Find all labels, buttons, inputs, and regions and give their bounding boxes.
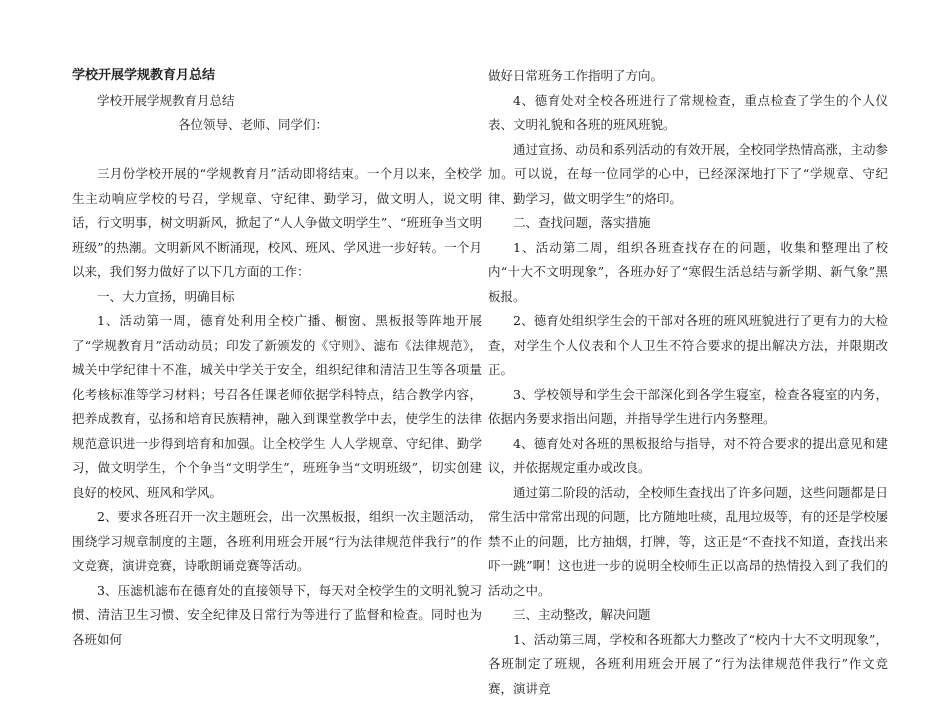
right-column: [488, 64, 888, 701]
document-title: 学校开展学规教育月总结: [72, 64, 482, 89]
paragraph: 三月份学校开展的“学规教育月”活动即将结束。一个月以来，全校学生主动响应学校的号召，学规章、守纪律、勤学习，做文明人，说文明话，行文明事，树文明新风，掀起了“人人争做文明学生”、“班班争当文明班级”的热潮。文明新风不断涌现，校风、班风、学风进一步好转。一个月以来，我们努力做好了以下几方面的工作：: [72, 162, 482, 285]
salutation: 各位领导、老师、同学们：: [72, 113, 482, 138]
paragraph: 3、学校领导和学生会干部深化到各学生寝室，检查各寝室的内务，依据内务要求指出问题，并指导学生进行内务整理。: [488, 383, 888, 432]
paragraph: 1、活动第二周，组织各班查找存在的问题，收集和整理出了校内“十大不文明现象”，各班办好了“寒假生活总结与新学期、新气象”黑板报。: [488, 236, 888, 310]
paragraph: 通过第二阶段的活动，全校师生查找出了许多问题，这些问题都是日常生活中常常出现的问题，比方随地吐痰，乱甩垃圾等，有的还是学校屡禁不止的问题，比方抽烟，打牌，等，这正是“不查找不知道，查找出来吓一跳”啊！这也进一步的说明全校师生正以高昂的热情投入到了我们的活动之中。: [488, 481, 888, 604]
section-heading: 二、查找问题，落实措施: [488, 211, 888, 236]
document-subtitle: 学校开展学规教育月总结: [72, 89, 482, 114]
paragraph: 2、要求各班召开一次主题班会，出一次黑板报，组织一次主题活动，围绕学习规章制度的主题，各班利用班会开展“行为法律规范伴我行”的作文竞赛，演讲竞赛，诗歌朗诵竞赛等活动。: [72, 505, 482, 579]
paragraph: 4、德育处对各班的黑板报给与指导，对不符合要求的提出意见和建议，并依据规定重办或改良。: [488, 432, 888, 481]
paragraph: 1、活动第一周，德育处利用全校广播、橱窗、黑板报等阵地开展了“学规教育月”活动动员；印发了新颁发的《守则》、滤布《法律规范》，城关中学纪律十不准，城关中学关于安全，组织纪律和清洁卫生等各项量化考核标准等学习材料；号召各任课老师依据学科特点，结合教学内容，把养成教育，弘扬和培育民族精神，融入到课堂教学中去，使学生的法律规范意识进一步得到培育和加强。让全校学生 人人学规章、守纪律、勤学习，做文明学生，个个争当“文明学生”，班班争当“文明班级”，切实创建良好的校风、班风和学风。: [72, 309, 482, 505]
paragraph: 3、压滤机滤布在德育处的直接领导下，每天对全校学生的文明礼貌习惯、清洁卫生习惯、安全纪律及日常行为等进行了监督和检查。同时也为各班如何: [72, 579, 482, 653]
paragraph: 通过宣扬、动员和系列活动的有效开展，全校同学热情高涨，主动参加。可以说，在每一位同学的心中，已经深深地打下了“学规章、守纪律、勤学习，做文明学生”的烙印。: [488, 138, 888, 212]
paragraph: 4、德育处对全校各班进行了常规检查，重点检查了学生的个人仪表、文明礼貌和各班的班风班貌。: [488, 89, 888, 138]
section-heading: 三、主动整改，解决问题: [488, 603, 888, 628]
section-heading: 一、大力宣扬，明确目标: [72, 285, 482, 310]
paragraph-continuation: 做好日常班务工作指明了方向。: [488, 64, 888, 89]
paragraph: 2、德育处组织学生会的干部对各班的班风班貌进行了更有力的大检查，对学生个人仪表和个人卫生不符合要求的提出解决方法，并限期改正。: [488, 309, 888, 383]
blank-line: [72, 138, 482, 163]
paragraph: 1、活动第三周，学校和各班都大力整改了“校内十大不文明现象”，各班制定了班规，各班利用班会开展了“行为法律规范伴我行”作文竞赛，演讲竞: [488, 628, 888, 701]
left-column: [72, 64, 482, 652]
